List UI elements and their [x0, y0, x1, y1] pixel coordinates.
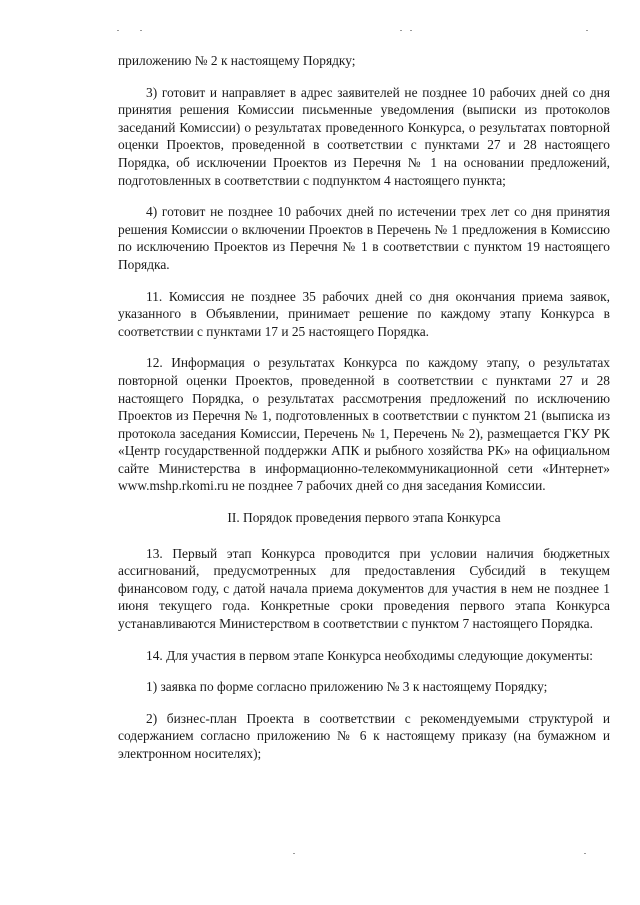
paragraph-item-12: 12. Информация о результатах Конкурса по каждому этапу, о результатах повторной оценки Проектов, проведенной в соответствии с пунктами 27 и 28 настоящего Порядка, о результатах рассмотрения предложений по исключению Проектов из Перечня № 1, подготовленных в соответствии с пунктом 21 (выписка из протокола заседания Комиссии, Перечень № 1, Перечень № 2), размещается ГКУ РК «Центр государственной поддержки АПК и рыбного хозяйства РК» на официальном сайте Министерства в информационно-телекоммуникационной сети «Интернет» www.mshp.rkomi.ru не позднее 7 рабочих дней со дня заседания Комиссии. — [118, 355, 610, 494]
scan-speck — [584, 853, 586, 854]
scan-speck — [293, 853, 295, 854]
scan-speck — [586, 30, 588, 31]
scan-speck — [140, 30, 142, 31]
paragraph-subitem-4: 4) готовит не позднее 10 рабочих дней по истечении трех лет со дня принятия решения Комиссии о включении Проектов в Перечень № 1 предложения в Комиссию по исключению Проектов из Перечня № 1 в соответствии с пунктом 19 настоящего Порядка. — [118, 204, 610, 272]
document-body — [118, 52, 610, 777]
list-item-2: 2) бизнес-план Проекта в соответствии с рекомендуемыми структурой и содержанием согласно приложению № 6 к настоящему приказу (на бумажном и электронном носителях); — [118, 710, 610, 761]
scan-speck — [410, 30, 412, 31]
paragraph-subitem-3: 3) готовит и направляет в адрес заявителей не позднее 10 рабочих дней со дня принятия решения Комиссии письменные уведомления (выписки из протоколов заседаний Комиссии) о результатах проведенного Конкурса, о результатах повторной оценки Проектов, проведенной в соответствии с пунктами 27 и 28 настоящего Порядка, об исключении Проектов из Перечня № 1 на основании предложений, подготовленных в соответствии с подпунктом 4 настоящего пункта; — [118, 84, 610, 188]
section-heading: II. Порядок проведения первого этапа Конкурса — [227, 510, 501, 526]
paragraph-continuation: приложению № 2 к настоящему Порядку; — [118, 53, 356, 68]
paragraph-item-13: 13. Первый этап Конкурса проводится при условии наличия бюджетных ассигнований, предусмотренных для предоставления Субсидий в текущем финансовом году, с датой начала приема документов для участия в нем не позднее 1 июня текущего года. Конкретные сроки проведения первого этапа Конкурса устанавливаются Министерством в соответствии с пунктом 7 настоящего Порядка. — [118, 545, 610, 632]
list-item-1: 1) заявка по форме согласно приложению № 3 к настоящему Порядку; — [146, 679, 548, 695]
scan-speck — [400, 30, 402, 31]
paragraph-item-11: 11. Комиссия не позднее 35 рабочих дней со дня окончания приема заявок, указанного в Объявлении, принимает решение по каждому этапу Конкурса в соответствии с пунктами 17 и 25 настоящего Порядка. — [118, 288, 610, 339]
scan-speck — [117, 30, 119, 31]
paragraph-item-14: 14. Для участия в первом этапе Конкурса необходимы следующие документы: — [146, 647, 594, 663]
